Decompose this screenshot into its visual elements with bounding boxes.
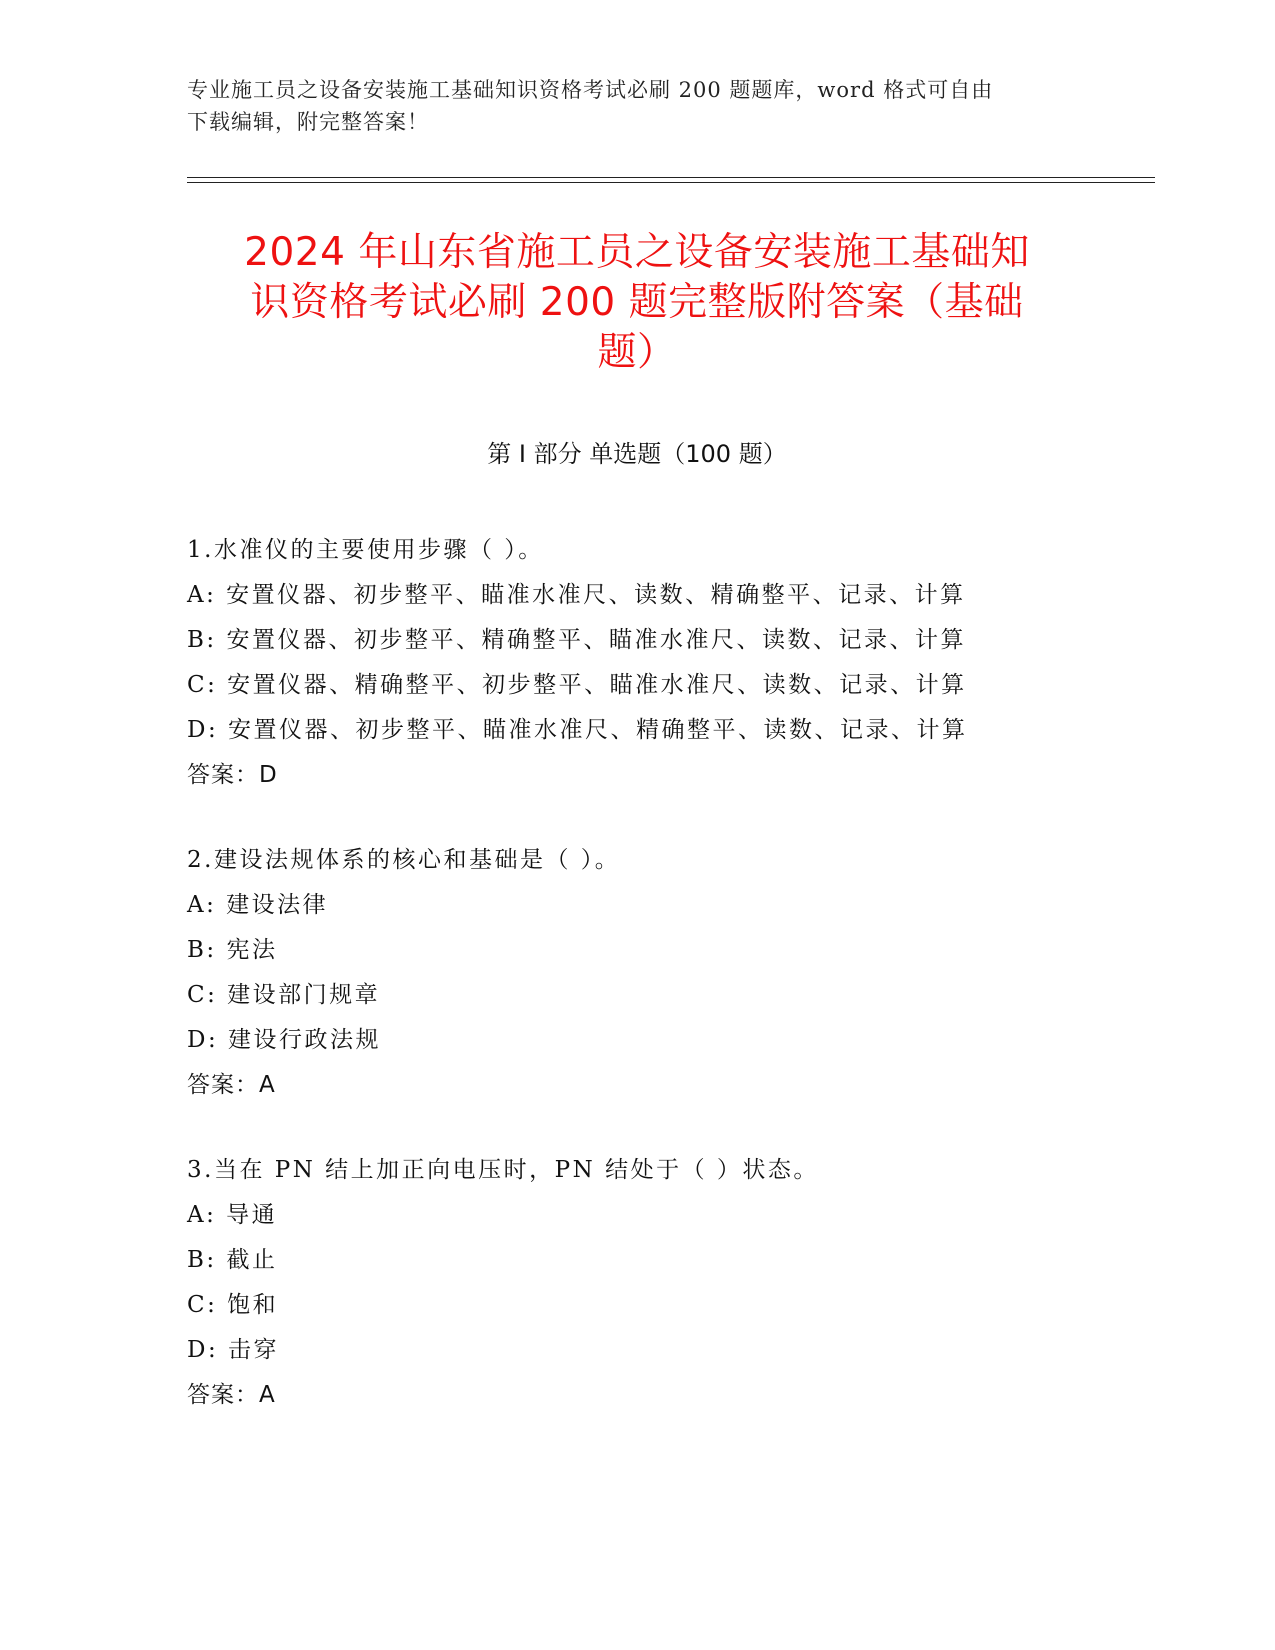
question-3 bbox=[187, 1148, 1087, 1418]
header-note-line-2: 下载编辑，附完整答案！ bbox=[187, 110, 429, 134]
option-d: D: 建设行政法规 bbox=[187, 1027, 382, 1053]
answer: 答案：A bbox=[187, 1072, 276, 1098]
header-rule-bottom bbox=[187, 182, 1155, 183]
option-a: A: 建设法律 bbox=[187, 892, 329, 918]
section-heading: 第 I 部分 单选题（100 题） bbox=[487, 440, 787, 468]
question-list bbox=[187, 528, 1087, 1458]
document-title bbox=[187, 228, 1087, 378]
option-c: C: 饱和 bbox=[187, 1292, 279, 1318]
answer: 答案：A bbox=[187, 1382, 276, 1408]
option-c: C: 建设部门规章 bbox=[187, 982, 381, 1008]
question-stem: 2.建设法规体系的核心和基础是（ ）。 bbox=[187, 847, 621, 873]
question-2 bbox=[187, 838, 1087, 1108]
option-c: C: 安置仪器、精确整平、初步整平、瞄准水准尺、读数、记录、计算 bbox=[187, 672, 967, 698]
question-1 bbox=[187, 528, 1087, 798]
option-b: B: 宪法 bbox=[187, 937, 278, 963]
option-a: A: 导通 bbox=[187, 1202, 278, 1228]
header-rule-top bbox=[187, 177, 1155, 178]
question-stem: 3.当在 PN 结上加正向电压时，PN 结处于（ ）状态。 bbox=[187, 1157, 819, 1183]
option-d: D: 安置仪器、初步整平、瞄准水准尺、精确整平、读数、记录、计算 bbox=[187, 717, 968, 743]
question-stem: 1.水准仪的主要使用步骤（ ）。 bbox=[187, 537, 544, 563]
header-note-line-1: 专业施工员之设备安装施工基础知识资格考试必刷 200 题题库，word 格式可自由 bbox=[187, 78, 994, 102]
option-b: B: 截止 bbox=[187, 1247, 278, 1273]
document-header-note bbox=[187, 74, 1067, 138]
answer: 答案：D bbox=[187, 762, 278, 788]
title-line-1: 2024 年山东省施工员之设备安装施工基础知 bbox=[244, 230, 1030, 275]
option-d: D: 击穿 bbox=[187, 1337, 280, 1363]
option-a: A: 安置仪器、初步整平、瞄准水准尺、读数、精确整平、记录、计算 bbox=[187, 582, 966, 608]
title-line-3: 题） bbox=[597, 330, 677, 375]
option-b: B: 安置仪器、初步整平、精确整平、瞄准水准尺、读数、记录、计算 bbox=[187, 627, 966, 653]
title-line-2: 识资格考试必刷 200 题完整版附答案（基础 bbox=[250, 280, 1024, 325]
